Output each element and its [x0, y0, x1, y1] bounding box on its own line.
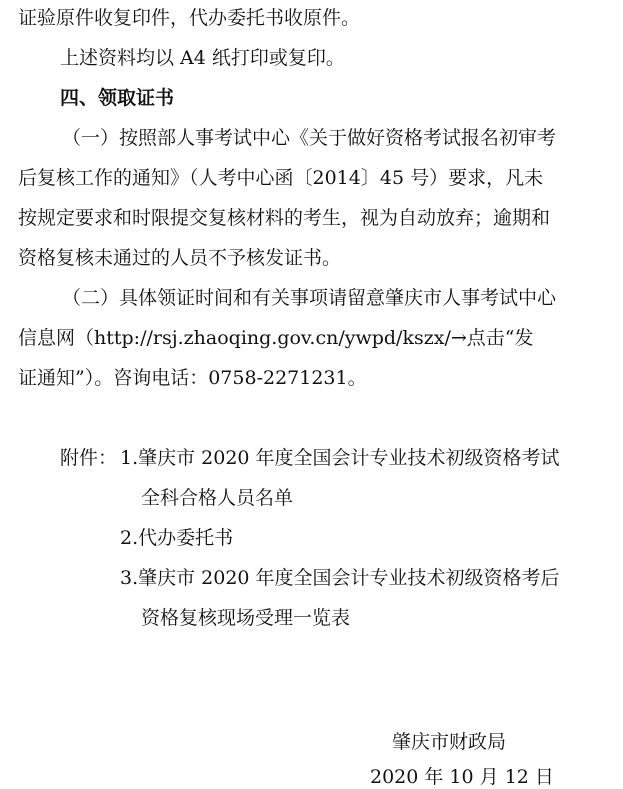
- paragraph-line-url: 信息网（http://rsj.zhaoqing.gov.cn/ywpd/kszx/→点击“发: [18, 327, 534, 349]
- attachment-item: 2.代办委托书: [120, 527, 234, 549]
- paragraph-line: （二）具体领证时间和有关事项请留意肇庆市人事考试中心: [62, 287, 557, 309]
- signature-date: 2020 年 10 月 12 日: [370, 766, 554, 788]
- attachment-item: 全科合格人员名单: [141, 487, 294, 509]
- attachments-label: 附件：: [60, 447, 118, 469]
- paragraph-line: 资格复核未通过的人员不予核发证书。: [18, 247, 342, 269]
- paragraph-line: 按规定要求和时限提交复核材料的考生，视为自动放弃；逾期和: [18, 207, 551, 229]
- attachment-item: 3.肇庆市 2020 年度全国会计专业技术初级资格考后: [120, 567, 560, 589]
- paragraph-line: 证通知”）。咨询电话：0758-2271231。: [18, 367, 367, 389]
- paragraph-line: 上述资料均以 A4 纸打印或复印。: [60, 47, 345, 69]
- paragraph-line: （一）按照部人事考试中心《关于做好资格考试报名初审考: [62, 127, 557, 149]
- paragraph-line: 后复核工作的通知》（人考中心函〔2014〕45 号）要求，凡未: [18, 167, 544, 189]
- paragraph-line: 证验原件收复印件，代办委托书收原件。: [18, 7, 361, 29]
- section-heading: 四、领取证书: [60, 87, 175, 109]
- signature-org: 肇庆市财政局: [392, 731, 507, 753]
- attachment-item: 资格复核现场受理一览表: [141, 607, 351, 629]
- attachment-item: 1.肇庆市 2020 年度全国会计专业技术初级资格考试: [120, 447, 560, 469]
